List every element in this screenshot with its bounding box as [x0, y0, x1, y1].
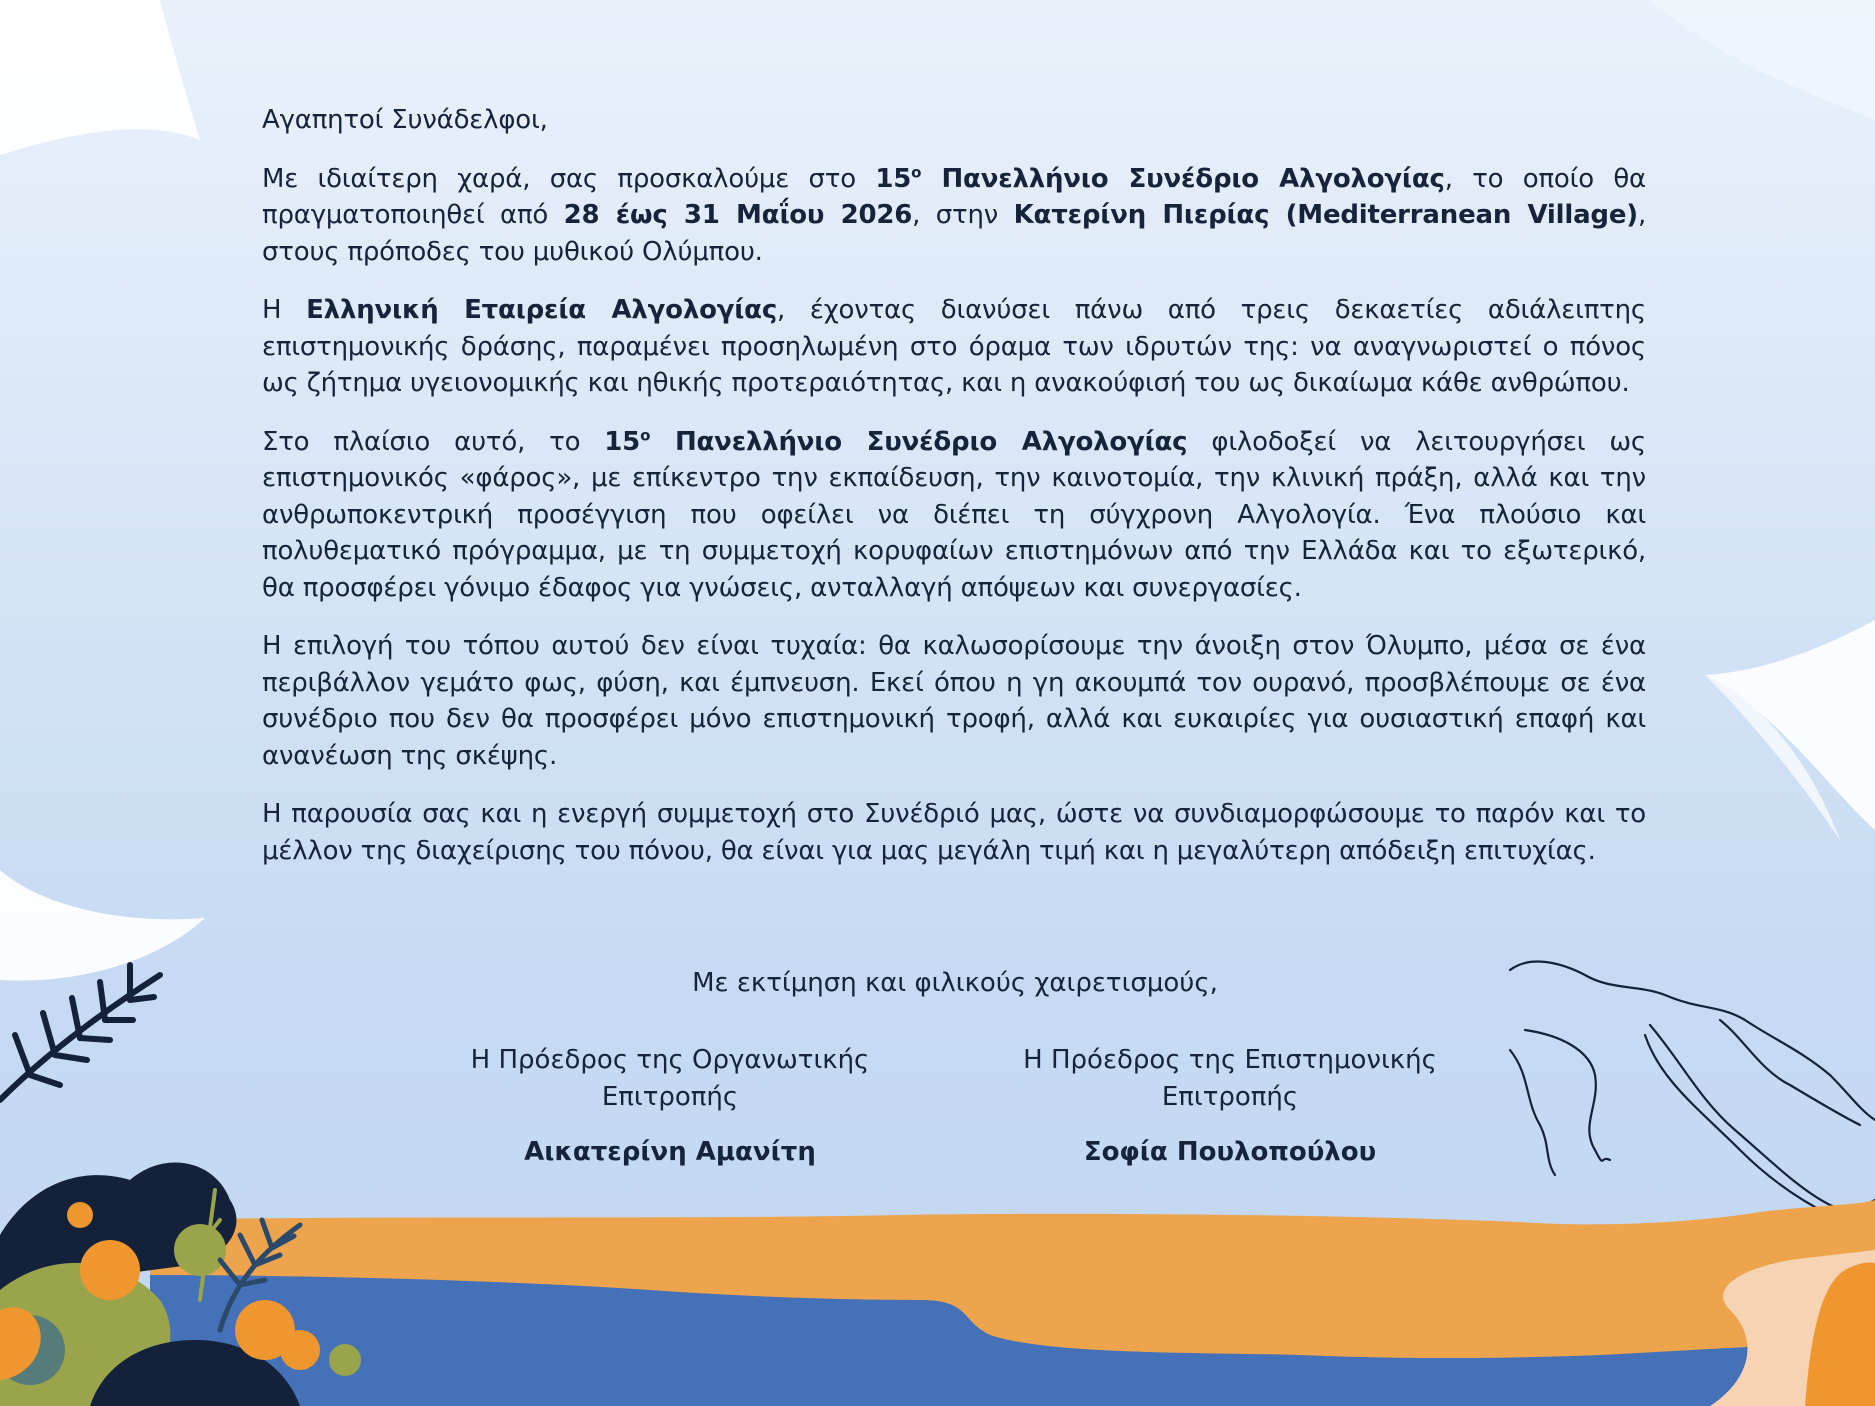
paragraph-participation: Η παρουσία σας και η ενεργή συμμετοχή στο Συνέδριό μας, ώστε να συνδιαμορφώσουμε το παρόν και το μέλλον της διαχείρισης του πόνου, θα είναι για μας μεγάλη τιμή και η μεγαλύτερη απόδειξη επιτυχίας.	[262, 799, 1646, 866]
signature-scientific-committee	[1000, 1042, 1460, 1171]
p1-congress-number: $15^o$ Πανελλήνιο Συνέδριο Αλγολογίας	[875, 162, 1445, 194]
paragraph-invitation	[262, 161, 1646, 271]
cloud-top-left	[0, 0, 200, 155]
signature-organizing-committee	[440, 1042, 900, 1171]
signature-name: Αικατερίνη Αμανίτη	[524, 1137, 816, 1167]
p1-venue: Κατερίνη Πιερίας (Mediterranean Village)	[1013, 200, 1638, 230]
paragraph-society: Η Ελληνική Εταιρεία Αλγολογίας, έχοντας διανύσει πάνω από τρεις δεκαετίες αδιάλειπτης επιστημονικής δράσης, παραμένει προσηλωμένη στο όραμα των ιδρυτών της: να αναγνωριστεί ο πόνος ως ζήτημα υγειονομικής και ηθικής προτεραιότητας, και η ανακούφισή του ως δικαίωμα κάθε ανθρώπου.	[262, 295, 1646, 398]
mountain-line-art	[1510, 962, 1875, 1215]
signature-name: Σοφία Πουλοπούλου	[1083, 1137, 1377, 1167]
p1-text-3: , στην	[912, 200, 1014, 230]
signature-role: Η Πρόεδρος της Οργανωτικής Επιτροπής	[470, 1045, 870, 1112]
p1-text-4: , στους πρόποδες του μυθικού Ολύμπου.	[262, 200, 1647, 267]
letter-body	[262, 102, 1646, 891]
greeting: Αγαπητοί Συνάδελφοι,	[262, 105, 548, 135]
closing-line: Με εκτίμηση και φιλικούς χαιρετισμούς,	[692, 968, 1218, 998]
paragraph-beacon: Στο πλαίσιο αυτό, το $15^o$ Πανελλήνιο Συνέδριο Αλγολογίας φιλοδοξεί να λειτουργήσει ως επιστημονικός «φάρος», με επίκεντρο την εκπαίδευση, την καινοτομία, την κλινική πράξη, αλλά και την ανθρωποκεντρική προσέγγιση που οφείλει να διέπει τη σύγχρονη Αλγολογία. Ένα πλούσιο και πολυθεματικό πρόγραμμα, με τη συμμετοχή κορυφαίων επιστημόνων από την Ελλάδα και το εξωτερικό, θα προσφέρει γόνιμο έδαφος για γνώσεις, ανταλλαγή απόψεων και συνεργασίες.	[262, 425, 1646, 603]
p3-congress-name: $15^o$ Πανελλήνιο Συνέδριο Αλγολογίας	[604, 425, 1188, 457]
paragraph-location: Η επιλογή του τόπου αυτού δεν είναι τυχαία: θα καλωσορίσουμε την άνοιξη στον Όλυμπο, μέσα σε ένα περιβάλλον γεμάτο φως, φύση, και έμπνευση. Εκεί όπου η γη ακουμπά τον ουρανό, προσβλέπουμε σε ένα συνέδριο που δεν θα προσφέρει μόνο επιστημονική τροφή, αλλά και ευκαιρίες για ουσιαστική επαφή και ανανέωση της σκέψης.	[262, 631, 1646, 771]
cloud-left	[0, 870, 205, 981]
cloud-top-right	[1650, 0, 1875, 120]
society-name: Ελληνική Εταιρεία Αλγολογίας	[306, 295, 778, 325]
p1-text-1: Με ιδιαίτερη χαρά, σας προσκαλούμε στο	[262, 163, 876, 194]
cloud-right	[1705, 620, 1875, 840]
p1-dates: 28 έως 31 Μαΐου 2026	[563, 200, 913, 230]
p1-text-2: , το οποίο θα πραγματοποιηθεί από	[262, 163, 1646, 230]
signature-role: Η Πρόεδρος της Επιστημονικής Επιτροπής	[1023, 1045, 1437, 1112]
